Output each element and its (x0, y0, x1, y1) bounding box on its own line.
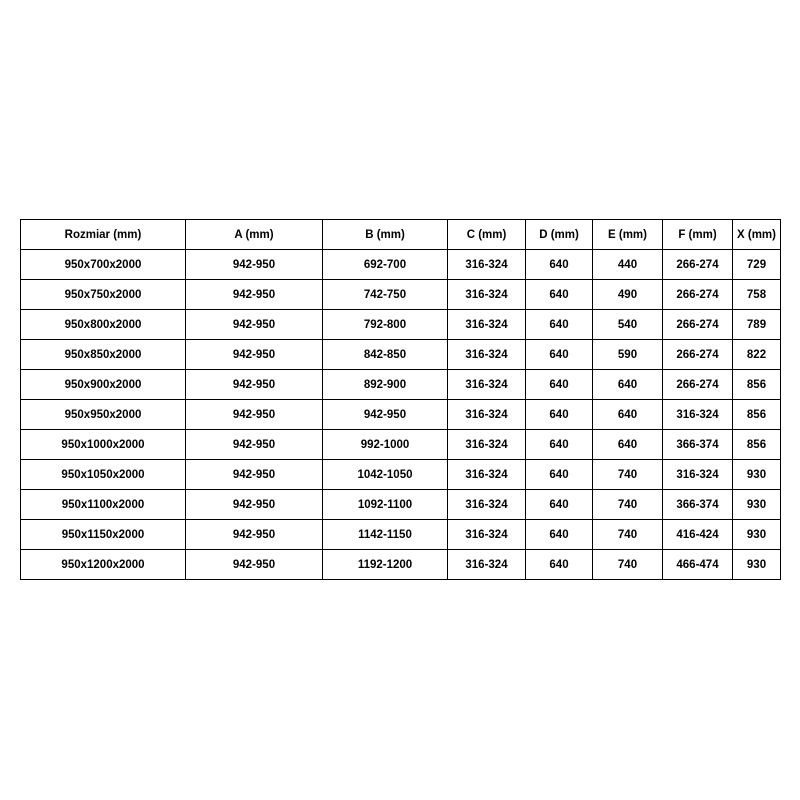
column-header-e: E (mm) (593, 220, 663, 250)
column-header-a: A (mm) (186, 220, 323, 250)
cell-c: 316-324 (448, 490, 526, 520)
dimensions-table (20, 219, 781, 580)
cell-a: 942-950 (186, 310, 323, 340)
cell-e: 740 (593, 460, 663, 490)
cell-b: 1042-1050 (323, 460, 448, 490)
cell-e: 640 (593, 400, 663, 430)
cell-c: 316-324 (448, 460, 526, 490)
table-row (21, 460, 781, 490)
cell-f: 266-274 (663, 310, 733, 340)
cell-a: 942-950 (186, 490, 323, 520)
cell-rozmiar: 950x1150x2000 (21, 520, 186, 550)
cell-b: 1092-1100 (323, 490, 448, 520)
cell-f: 316-324 (663, 400, 733, 430)
cell-rozmiar: 950x900x2000 (21, 370, 186, 400)
cell-c: 316-324 (448, 400, 526, 430)
cell-e: 740 (593, 490, 663, 520)
cell-f: 366-374 (663, 490, 733, 520)
cell-a: 942-950 (186, 280, 323, 310)
table-row (21, 520, 781, 550)
cell-c: 316-324 (448, 250, 526, 280)
cell-d: 640 (526, 370, 593, 400)
cell-a: 942-950 (186, 250, 323, 280)
cell-x: 930 (733, 520, 781, 550)
cell-e: 640 (593, 430, 663, 460)
table-row (21, 490, 781, 520)
cell-rozmiar: 950x750x2000 (21, 280, 186, 310)
cell-c: 316-324 (448, 370, 526, 400)
cell-a: 942-950 (186, 550, 323, 580)
column-header-b: B (mm) (323, 220, 448, 250)
cell-x: 856 (733, 400, 781, 430)
cell-b: 992-1000 (323, 430, 448, 460)
cell-f: 416-424 (663, 520, 733, 550)
cell-c: 316-324 (448, 280, 526, 310)
cell-d: 640 (526, 520, 593, 550)
cell-rozmiar: 950x850x2000 (21, 340, 186, 370)
cell-rozmiar: 950x1000x2000 (21, 430, 186, 460)
column-header-rozmiar: Rozmiar (mm) (21, 220, 186, 250)
cell-rozmiar: 950x800x2000 (21, 310, 186, 340)
table-row (21, 250, 781, 280)
table-header-row (21, 220, 781, 250)
cell-x: 930 (733, 460, 781, 490)
spec-table-container (20, 219, 780, 580)
cell-d: 640 (526, 250, 593, 280)
cell-b: 892-900 (323, 370, 448, 400)
column-header-x: X (mm) (733, 220, 781, 250)
table-row (21, 400, 781, 430)
cell-d: 640 (526, 490, 593, 520)
cell-b: 1142-1150 (323, 520, 448, 550)
cell-rozmiar: 950x1200x2000 (21, 550, 186, 580)
cell-e: 740 (593, 550, 663, 580)
cell-f: 266-274 (663, 340, 733, 370)
cell-x: 930 (733, 490, 781, 520)
cell-e: 740 (593, 520, 663, 550)
cell-f: 366-374 (663, 430, 733, 460)
cell-x: 758 (733, 280, 781, 310)
cell-b: 842-850 (323, 340, 448, 370)
cell-b: 1192-1200 (323, 550, 448, 580)
cell-d: 640 (526, 550, 593, 580)
cell-d: 640 (526, 310, 593, 340)
cell-x: 930 (733, 550, 781, 580)
cell-c: 316-324 (448, 520, 526, 550)
cell-x: 856 (733, 430, 781, 460)
cell-rozmiar: 950x1050x2000 (21, 460, 186, 490)
table-row (21, 340, 781, 370)
column-header-d: D (mm) (526, 220, 593, 250)
cell-a: 942-950 (186, 460, 323, 490)
table-row (21, 430, 781, 460)
cell-f: 266-274 (663, 250, 733, 280)
cell-d: 640 (526, 280, 593, 310)
cell-c: 316-324 (448, 430, 526, 460)
cell-e: 440 (593, 250, 663, 280)
column-header-f: F (mm) (663, 220, 733, 250)
cell-d: 640 (526, 430, 593, 460)
cell-a: 942-950 (186, 340, 323, 370)
table-row (21, 550, 781, 580)
cell-x: 856 (733, 370, 781, 400)
cell-e: 540 (593, 310, 663, 340)
cell-e: 490 (593, 280, 663, 310)
cell-b: 742-750 (323, 280, 448, 310)
cell-e: 640 (593, 370, 663, 400)
cell-d: 640 (526, 400, 593, 430)
cell-b: 692-700 (323, 250, 448, 280)
cell-a: 942-950 (186, 370, 323, 400)
column-header-c: C (mm) (448, 220, 526, 250)
cell-a: 942-950 (186, 430, 323, 460)
cell-f: 316-324 (663, 460, 733, 490)
cell-rozmiar: 950x950x2000 (21, 400, 186, 430)
cell-a: 942-950 (186, 400, 323, 430)
cell-e: 590 (593, 340, 663, 370)
cell-c: 316-324 (448, 310, 526, 340)
cell-b: 942-950 (323, 400, 448, 430)
cell-f: 266-274 (663, 280, 733, 310)
cell-d: 640 (526, 340, 593, 370)
cell-x: 789 (733, 310, 781, 340)
cell-x: 729 (733, 250, 781, 280)
cell-rozmiar: 950x1100x2000 (21, 490, 186, 520)
cell-c: 316-324 (448, 340, 526, 370)
cell-c: 316-324 (448, 550, 526, 580)
cell-f: 466-474 (663, 550, 733, 580)
table-row (21, 370, 781, 400)
cell-rozmiar: 950x700x2000 (21, 250, 186, 280)
table-row (21, 310, 781, 340)
cell-x: 822 (733, 340, 781, 370)
cell-b: 792-800 (323, 310, 448, 340)
cell-f: 266-274 (663, 370, 733, 400)
cell-d: 640 (526, 460, 593, 490)
table-row (21, 280, 781, 310)
cell-a: 942-950 (186, 520, 323, 550)
